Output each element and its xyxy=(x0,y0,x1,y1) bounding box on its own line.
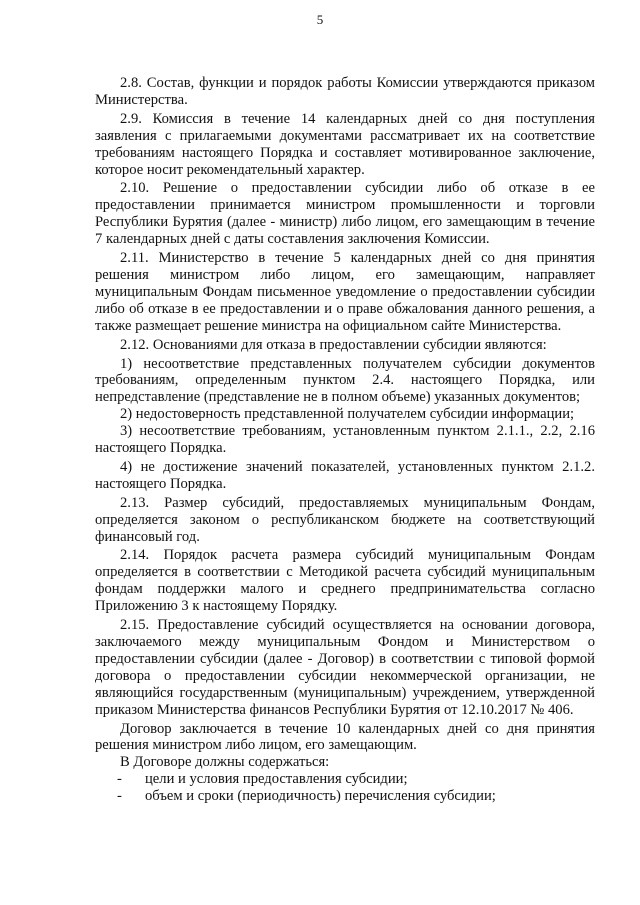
paragraph-2-14: 2.14. Порядок расчета размера субсидий муниципальным Фондам определяется в соответствии с Методикой расчета субсидий муниципальным фондам поддержки малого и среднего предпринимательства согласно Приложению 3 к настоящему Порядку. xyxy=(95,547,595,615)
refusal-ground-3: 3) несоответствие требованиям, установленным пунктом 2.1.1., 2.2, 2.16 настоящего Порядка. xyxy=(95,423,595,457)
paragraph-2-9: 2.9. Комиссия в течение 14 календарных дней со дня поступления заявления с прилагаемыми документами рассматривает их на соответствие требованиям настоящего Порядка и составляет мотивированное заключение, которое носит рекомендательный характер. xyxy=(95,110,595,178)
list-item xyxy=(95,788,595,805)
dash-marker: - xyxy=(117,788,122,805)
paragraph-2-11: 2.11. Министерство в течение 5 календарных дней со дня принятия решения министром либо лицом, его замещающим, направляет муниципальным Фондам письменное уведомление о предоставлении субсидии либо об отказе в ее предоставлении и о праве обжалования данного решения, а также размещает решение министра на официальном сайте Министерства. xyxy=(95,250,595,334)
paragraph-2-15: 2.15. Предоставление субсидий осуществляется на основании договора, заключаемого между муниципальным Фондом и Министерством о предоставлении субсидии (далее - Договор) в соответствии с типовой формой договора о предоставлении субсидии некоммерческой организации, не являющийся государственным (муниципальным) учреждением, утвержденной приказом Министерства финансов Республики Бурятия от 12.10.2017 № 406. xyxy=(95,617,595,718)
list-item-text: цели и условия предоставления субсидии; xyxy=(145,771,408,788)
agreement-contents-intro: В Договоре должны содержаться: xyxy=(120,754,330,771)
refusal-ground-4: 4) не достижение значений показателей, установленных пунктом 2.1.2. настоящего Порядка. xyxy=(95,458,595,492)
page-number: 5 xyxy=(316,12,324,27)
refusal-ground-2: 2) недостоверность представленной получателем субсидии информации; xyxy=(120,406,575,423)
list-item xyxy=(95,771,595,788)
paragraph-2-12: 2.12. Основаниями для отказа в предоставлении субсидии являются: xyxy=(120,336,547,353)
list-item-text: объем и сроки (периодичность) перечисления субсидии; xyxy=(145,788,496,805)
paragraph-2-10: 2.10. Решение о предоставлении субсидии либо об отказе в ее предоставлении принимается министром промышленности и торговли Республики Бурятия (далее - министр) либо лицом, его замещающим в течение 7 календарных дней с даты составления заключения Комиссии. xyxy=(95,180,595,248)
dash-marker: - xyxy=(117,771,122,788)
paragraph-2-13: 2.13. Размер субсидий, предоставляемых муниципальным Фондам, определяется законом о республиканском бюджете на соответствующий финансовый год. xyxy=(95,494,595,545)
refusal-ground-1: 1) несоответствие представленных получателем субсидии документов требованиям, определенным пунктом 2.4. настоящего Порядка, или непредставление (представление не в полном объеме) указанных документов; xyxy=(95,355,595,406)
document-body xyxy=(95,73,595,805)
paragraph-2-8: 2.8. Состав, функции и порядок работы Комиссии утверждаются приказом Министерства. xyxy=(95,75,595,108)
agreement-term-paragraph: Договор заключается в течение 10 календарных дней со дня принятия решения министром либо лицом, его замещающим. xyxy=(95,720,595,754)
